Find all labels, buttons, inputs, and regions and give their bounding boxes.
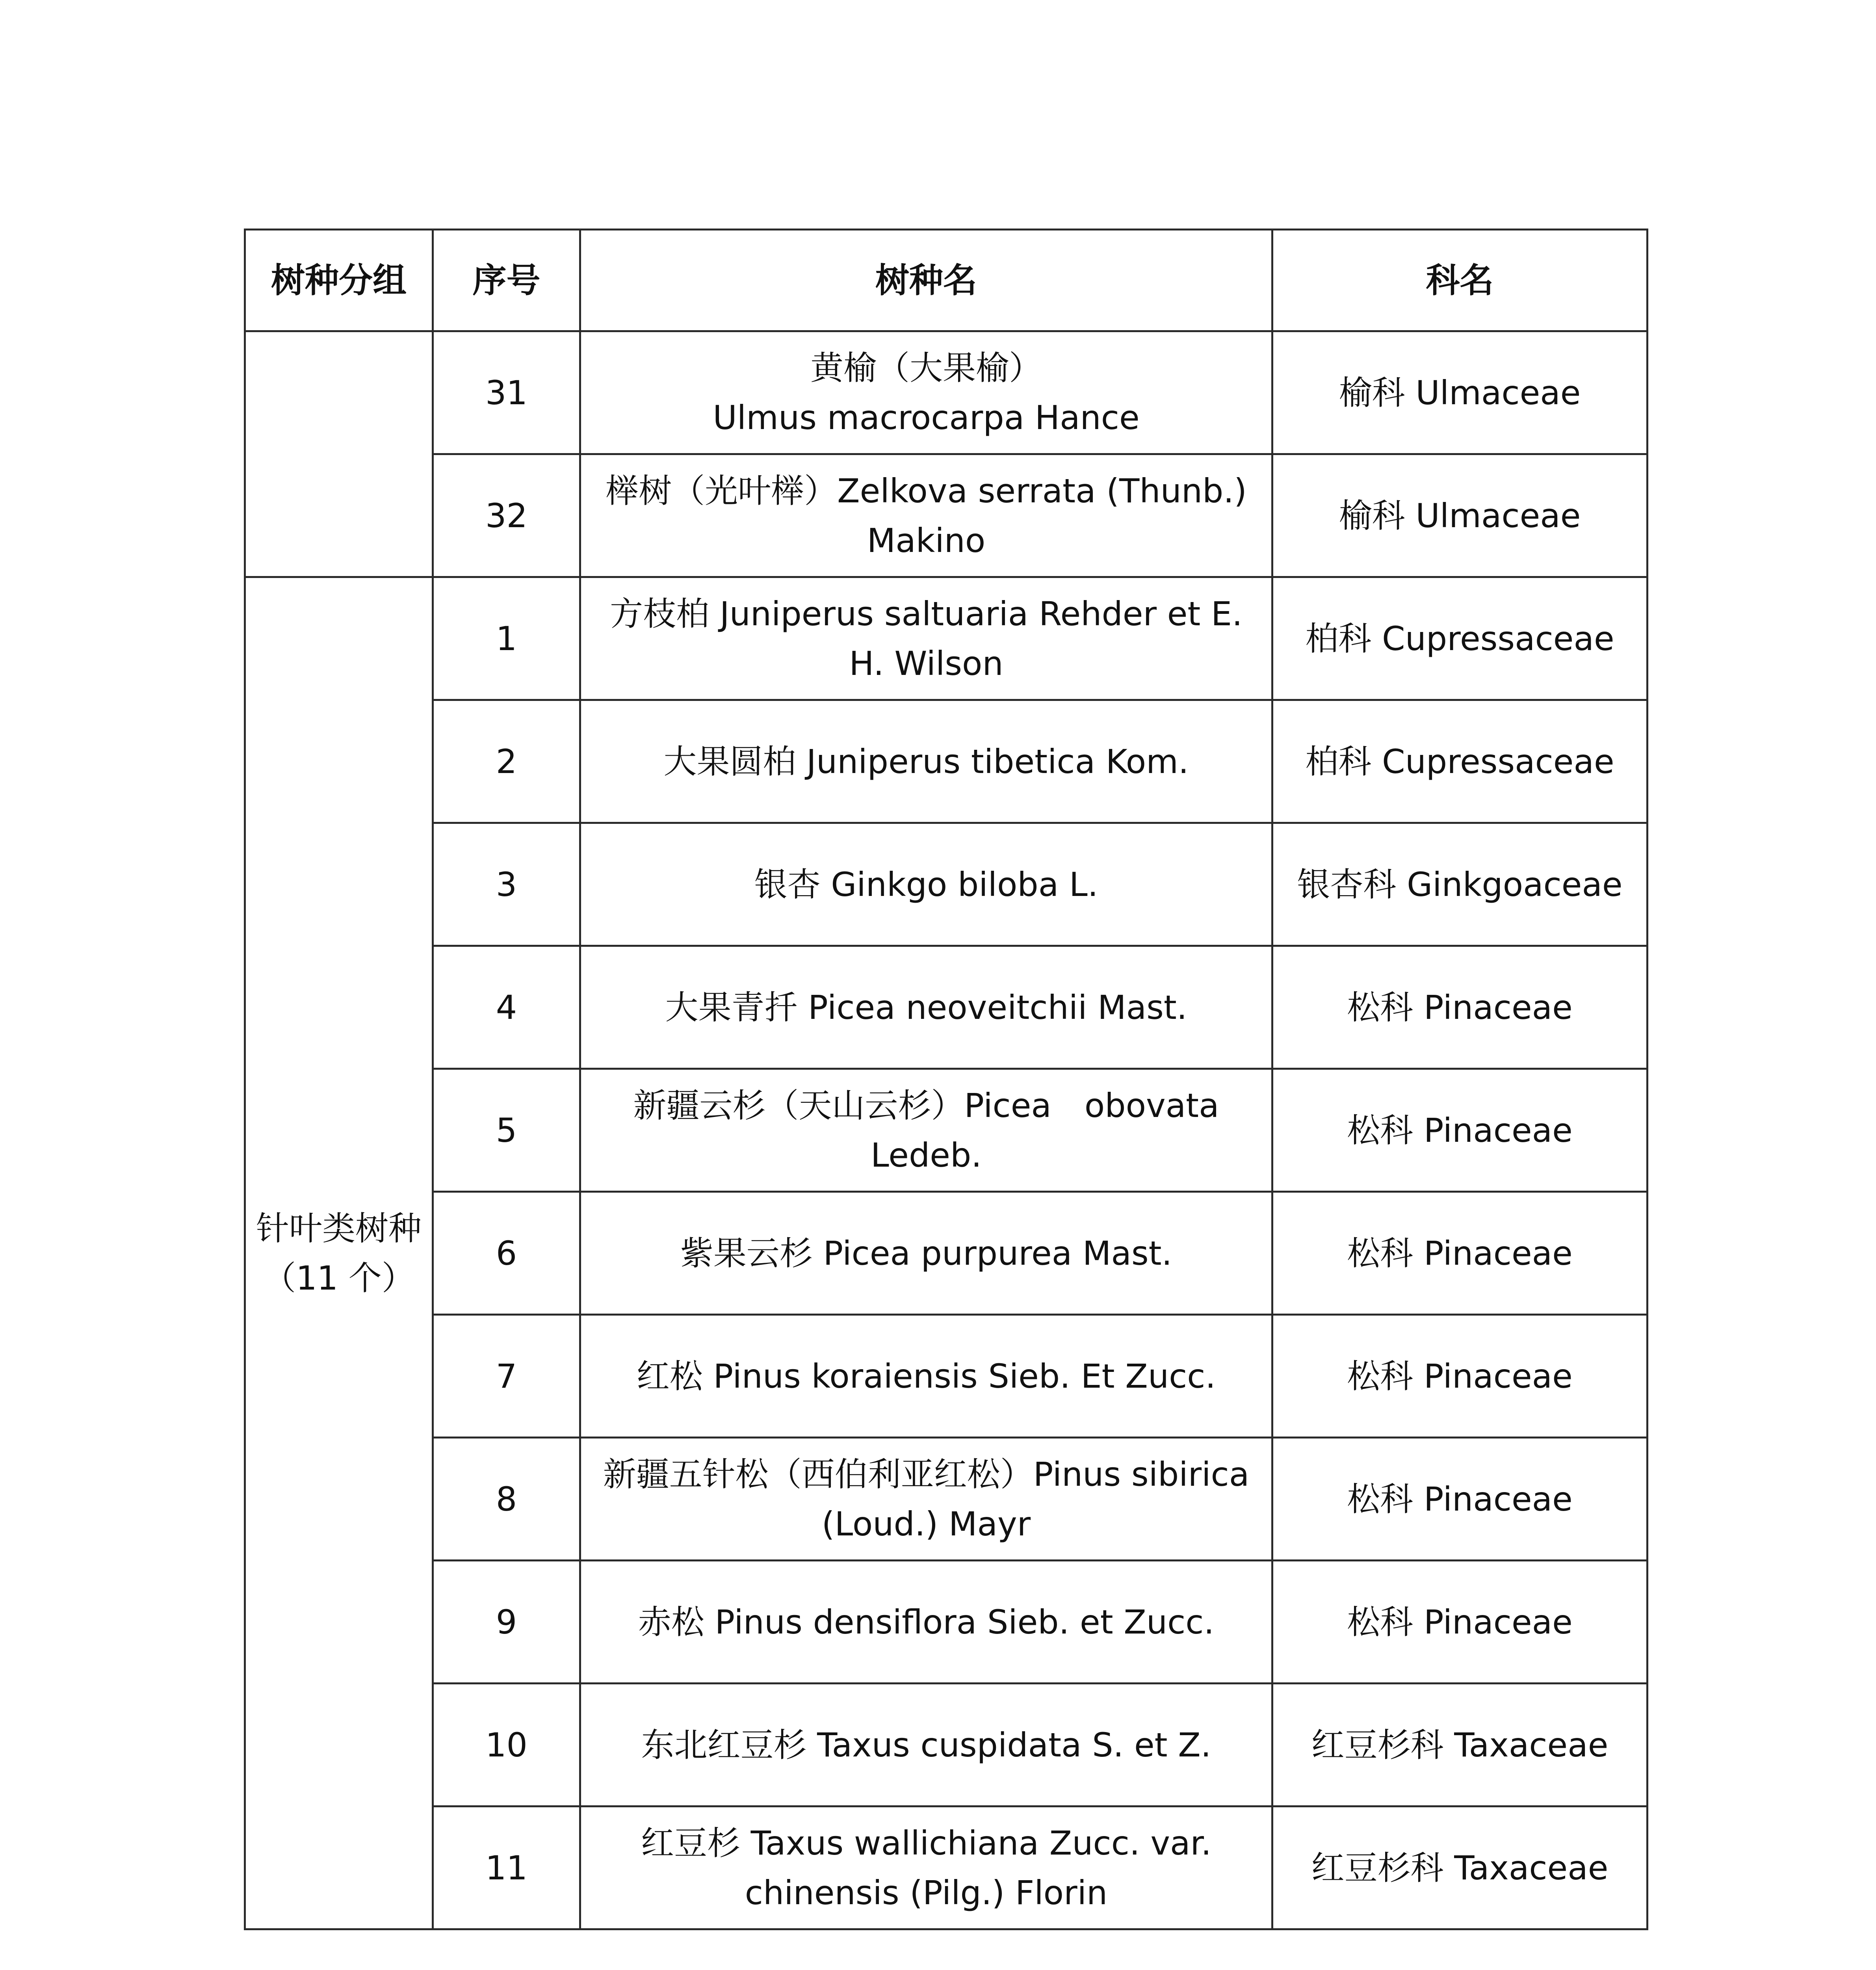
family-name: 银杏科 Ginkgoaceae — [1272, 823, 1648, 946]
group-label: 针叶类树种 — [256, 1209, 422, 1248]
row-number: 8 — [433, 1438, 580, 1561]
species-name: 东北红豆杉 Taxus cuspidata S. et Z. — [580, 1684, 1272, 1806]
table-row — [245, 1561, 1648, 1684]
group-count: （11 个） — [263, 1258, 415, 1297]
table-header-row — [245, 230, 1648, 331]
group-cell — [245, 331, 433, 577]
row-number: 32 — [433, 454, 580, 577]
row-number: 1 — [433, 577, 580, 700]
table-row — [245, 823, 1648, 946]
species-name: 新疆五针松（西伯利亚红松）Pinus sibirica (Loud.) Mayr — [580, 1438, 1272, 1561]
table-row — [245, 946, 1648, 1069]
table-row — [245, 1192, 1648, 1315]
table-row — [245, 1438, 1648, 1561]
row-number: 5 — [433, 1069, 580, 1192]
family-name: 松科 Pinaceae — [1272, 1438, 1648, 1561]
family-name: 红豆杉科 Taxaceae — [1272, 1684, 1648, 1806]
row-number: 10 — [433, 1684, 580, 1806]
family-name: 榆科 Ulmaceae — [1272, 454, 1648, 577]
header-group: 树种分组 — [245, 230, 433, 331]
species-name: 大果青扦 Picea neoveitchii Mast. — [580, 946, 1272, 1069]
row-number: 9 — [433, 1561, 580, 1684]
species-name: 新疆云杉（天山云杉）Picea obovata Ledeb. — [580, 1069, 1272, 1192]
header-family: 科名 — [1272, 230, 1648, 331]
table-row — [245, 1806, 1648, 1929]
family-name: 松科 Pinaceae — [1272, 1561, 1648, 1684]
row-number: 4 — [433, 946, 580, 1069]
row-number: 3 — [433, 823, 580, 946]
species-name: 银杏 Ginkgo biloba L. — [580, 823, 1272, 946]
table-row — [245, 1069, 1648, 1192]
family-name: 松科 Pinaceae — [1272, 1069, 1648, 1192]
species-name: 红豆杉 Taxus wallichiana Zucc. var. chinensis (Pilg.) Florin — [580, 1806, 1272, 1929]
family-name: 松科 Pinaceae — [1272, 1192, 1648, 1315]
species-name: 黄榆（大果榆） Ulmus macrocarpa Hance — [580, 331, 1272, 454]
species-name: 紫果云杉 Picea purpurea Mast. — [580, 1192, 1272, 1315]
row-number: 6 — [433, 1192, 580, 1315]
table-row — [245, 454, 1648, 577]
species-name: 方枝柏 Juniperus saltuaria Rehder et E. H. Wilson — [580, 577, 1272, 700]
header-number: 序号 — [433, 230, 580, 331]
family-name: 松科 Pinaceae — [1272, 946, 1648, 1069]
row-number: 2 — [433, 700, 580, 823]
table-row — [245, 1684, 1648, 1806]
species-name: 赤松 Pinus densiflora Sieb. et Zucc. — [580, 1561, 1272, 1684]
family-name: 松科 Pinaceae — [1272, 1315, 1648, 1438]
table-row — [245, 1315, 1648, 1438]
group-cell — [245, 577, 433, 1929]
family-name: 柏科 Cupressaceae — [1272, 577, 1648, 700]
family-name: 柏科 Cupressaceae — [1272, 700, 1648, 823]
table-row — [245, 577, 1648, 700]
species-name: 大果圆柏 Juniperus tibetica Kom. — [580, 700, 1272, 823]
table-row — [245, 331, 1648, 454]
row-number: 7 — [433, 1315, 580, 1438]
row-number: 11 — [433, 1806, 580, 1929]
family-name: 榆科 Ulmaceae — [1272, 331, 1648, 454]
table-row — [245, 700, 1648, 823]
species-name: 红松 Pinus koraiensis Sieb. Et Zucc. — [580, 1315, 1272, 1438]
species-table — [244, 229, 1648, 1930]
species-name: 榉树（光叶榉）Zelkova serrata (Thunb.) Makino — [580, 454, 1272, 577]
header-species-name: 树种名 — [580, 230, 1272, 331]
family-name: 红豆杉科 Taxaceae — [1272, 1806, 1648, 1929]
row-number: 31 — [433, 331, 580, 454]
